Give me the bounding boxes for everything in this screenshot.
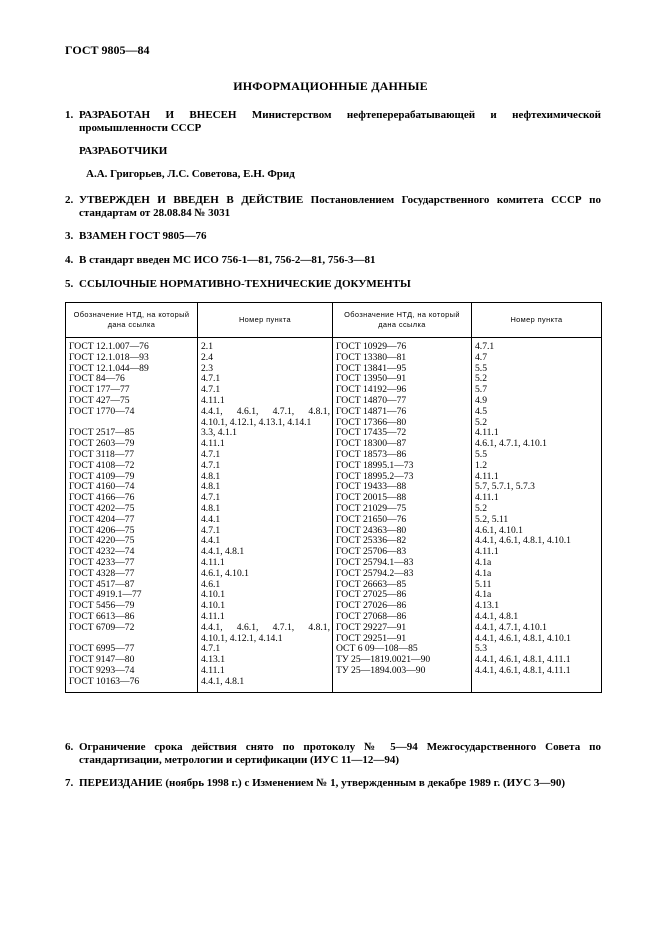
clause-number: 5.2, 5.11 [475,513,509,525]
document-designation: ГОСТ 4517—87 [69,578,135,590]
document-designation: ГОСТ 18300—87 [336,438,407,450]
document-designation: ГОСТ 12.1.007—76 [69,341,149,352]
reference-documents-table [65,302,602,693]
document-designation: ГОСТ 13950—91 [336,373,407,385]
document-designation: ГОСТ 26663—85 [336,578,407,590]
clause-number: 4.6.1, 4.10.1 [475,524,523,536]
document-designation: ГОСТ 29227—91 [336,621,407,633]
document-designation: ГОСТ 6709—72 [69,621,135,633]
column-header-document: Обозначение НТД, на который дана ссылка [66,303,198,338]
section-number: 2. [65,194,74,206]
clause-number: 5.5 [475,448,487,460]
section-2 [65,194,601,220]
section-number: 4. [65,254,74,266]
document-designation: ГОСТ 25336—82 [336,535,407,547]
clause-number: 4.4.1 [201,535,221,547]
document-designation: ГОСТ 9147—80 [69,654,135,666]
document-designation: ГОСТ 27026—86 [336,600,407,612]
document-designation: ГОСТ 14192—96 [336,384,407,396]
document-designation: ГОСТ 21650—76 [336,513,407,525]
document-designation: ОСТ 6 09—108—85 [336,643,418,655]
clause-number: 4.6.1, 4.10.1 [201,567,249,579]
clause-number: 5.11 [475,578,492,590]
document-designation: ГОСТ 18995.1—73 [336,459,414,471]
column-header-clause: Номер пункта [198,303,333,338]
document-designation: ТУ 25—1819.0021—90 [336,654,431,666]
clause-number: 4.11.1 [201,610,225,622]
clause-number: 4.4.1, 4.6.1, 4.7.1, 4.8.1, [201,405,330,417]
clause-number: 4.4.1, 4.8.1 [201,675,245,687]
clause-number: 4.11.1 [475,492,499,504]
clause-number: 4.4.1, 4.8.1 [201,546,245,558]
document-designation: ГОСТ 4108—72 [69,459,135,471]
clause-number: 4.7 [475,351,487,363]
document-designation: ГОСТ 4166—76 [69,492,135,504]
developers-heading: РАЗРАБОТЧИКИ [79,145,168,157]
document-designation: ГОСТ 14871—76 [336,405,407,417]
section-3 [65,230,601,243]
clause-number: 5.7 [475,384,487,396]
clause-number: 4.1а [475,589,492,601]
section-number: 7. [65,777,74,789]
clause-number: 4.4.1 [201,513,221,525]
document-designation: ГОСТ 4109—79 [69,470,135,482]
clause-number: 4.11.1 [201,664,225,676]
section-number: 6. [65,741,74,753]
clause-number: 4.11.1 [475,546,499,558]
document-designation: ГОСТ 427—75 [69,394,130,406]
document-designation: ГОСТ 4202—75 [69,502,135,514]
document-designation: ГОСТ 1770—74 [69,405,135,417]
document-designation: ГОСТ 10929—76 [336,341,407,352]
document-designation: ГОСТ 3118—77 [69,448,135,460]
section-number: 1. [65,109,74,121]
clause-number: 4.11.1 [475,470,499,482]
clause-number: 4.6.1, 4.7.1, 4.10.1 [475,438,547,450]
clause-number: 4.6.1 [201,578,221,590]
clause-number: 4.10.1, 4.12.1, 4.13.1, 4.14.1 [201,416,312,428]
clause-number: 4.11.1 [201,556,225,568]
document-designation: ГОСТ 4233—77 [69,556,135,568]
clause-number: 4.10.1 [201,600,225,612]
developers-names: А.А. Григорьев, Л.С. Советова, Е.Н. Фрид [86,168,295,180]
section-text: ПЕРЕИЗДАНИЕ (ноябрь 1998 г.) с Изменением № 1, утвержденным в декабре 1989 г. (ИУС 3—90) [79,777,566,789]
document-designation: ГОСТ 19433—88 [336,481,407,493]
document-designation: ГОСТ 20015—88 [336,492,407,504]
section-number: 3. [65,230,74,242]
document-designation: ГОСТ 17366—80 [336,416,407,428]
document-designation: ГОСТ 27025—86 [336,589,407,601]
page-header: ГОСТ 9805—84 [65,43,150,57]
document-designation: ГОСТ 12.1.044—89 [69,362,149,374]
section-text: Ограничение срока действия снято по протоколу № 5—94 Межгосударственного Совета по стандартизации, метрологии и сертификации (ИУС 11—12—94) [79,741,601,766]
document-designation: ГОСТ 6613—86 [69,610,135,622]
clause-number: 4.7.1 [201,492,221,504]
clause-number: 4.13.1 [475,600,499,612]
clause-number: 4.11.1 [201,438,225,450]
clause-number: 5.2 [475,416,487,428]
document-designation: ГОСТ 4204—77 [69,513,135,525]
section-1 [65,109,601,135]
right-clauses-column [472,338,602,693]
document-designation: ГОСТ 10163—76 [69,675,140,687]
clause-number: 5.5 [475,362,487,374]
clause-number: 4.4.1, 4.6.1, 4.8.1, 4.11.1 [475,664,571,676]
clause-number: 1.2 [475,459,487,471]
left-clauses-column [198,338,333,693]
clause-number: 3.3, 4.1.1 [201,427,237,439]
document-designation: ГОСТ 24363—80 [336,524,407,536]
clause-number: 4.8.1 [201,502,221,514]
clause-number: 4.1а [475,567,492,579]
clause-number: 4.8.1 [201,470,221,482]
clause-number: 5.2 [475,373,487,385]
section-4 [65,254,601,267]
document-designation: ГОСТ 14870—77 [336,394,407,406]
clause-number: 4.13.1 [201,654,225,666]
document-designation: ГОСТ 9293—74 [69,664,135,676]
page-title: ИНФОРМАЦИОННЫЕ ДАННЫЕ [233,79,428,93]
clause-number: 4.7.1 [201,384,221,396]
document-designation: ГОСТ 13380—81 [336,351,407,363]
section-text: УТВЕРЖДЕН И ВВЕДЕН В ДЕЙСТВИЕ Постановлением Государственного комитета СССР по стандартам от 28.08.84 № 3031 [79,194,601,219]
clause-number: 4.7.1 [201,643,221,655]
clause-number: 4.9 [475,394,487,406]
document-designation: ГОСТ 18573—86 [336,448,407,460]
left-documents-column [66,338,198,693]
clause-number: 4.10.1 [201,589,225,601]
clause-number: 5.7, 5.7.1, 5.7.3 [475,481,535,493]
section-6 [65,741,601,767]
clause-number: 4.7.1 [475,341,495,352]
document-designation: ГОСТ 4206—75 [69,524,135,536]
section-5 [65,278,601,291]
document-designation: ГОСТ 4328—77 [69,567,135,579]
section-text: РАЗРАБОТАН И ВНЕСЕН Министерством нефтеперерабатывающей и нефтехимической промышленности СССР [79,109,601,134]
document-designation: ГОСТ 18995.2—73 [336,470,414,482]
clause-number: 4.4.1, 4.8.1 [475,610,519,622]
document-designation: ТУ 25—1894.003—90 [336,664,426,676]
document-designation: ГОСТ 6995—77 [69,643,135,655]
clause-number: 4.4.1, 4.7.1, 4.10.1 [475,621,547,633]
document-designation: ГОСТ 4220—75 [69,535,135,547]
document-designation: ГОСТ 27068—86 [336,610,407,622]
document-designation: ГОСТ 5456—79 [69,600,135,612]
clause-number: 4.7.1 [201,373,221,385]
document-designation: ГОСТ 25706—83 [336,546,407,558]
document-designation: ГОСТ 12.1.018—93 [69,351,149,363]
clause-number: 2.3 [201,362,213,374]
clause-number: 4.4.1, 4.6.1, 4.8.1, 4.11.1 [475,654,571,666]
document-designation: ГОСТ 29251—91 [336,632,407,644]
section-text: В стандарт введен МС ИСО 756-1—81, 756-2—81, 756-3—81 [79,254,376,266]
clause-number: 4.5 [475,405,487,417]
clause-number: 4.7.1 [201,524,221,536]
section-number: 5. [65,278,74,290]
column-header-clause: Номер пункта [472,303,602,338]
document-designation: ГОСТ 177—77 [69,384,130,396]
clause-number: 4.7.1 [201,459,221,471]
clause-number: 2.4 [201,351,213,363]
document-designation: ГОСТ 17435—72 [336,427,407,439]
document-designation: ГОСТ 2603—79 [69,438,135,450]
clause-number: 4.11.1 [475,427,499,439]
clause-number: 4.11.1 [201,394,225,406]
section-text: ВЗАМЕН ГОСТ 9805—76 [79,230,207,242]
document-designation: ГОСТ 21029—75 [336,502,407,514]
clause-number: 4.7.1 [201,448,221,460]
document-designation: ГОСТ 4919.1—77 [69,589,142,601]
clause-number: 4.1а [475,556,492,568]
clause-number: 4.10.1, 4.12.1, 4.14.1 [201,632,283,644]
document-designation: ГОСТ 4232—74 [69,546,135,558]
document-designation: ГОСТ 25794.2—83 [336,567,414,579]
document-designation: ГОСТ 13841—95 [336,362,407,374]
column-header-document: Обозначение НТД, на который дана ссылка [333,303,472,338]
clause-number: 4.8.1 [201,481,221,493]
clause-number: 4.4.1, 4.6.1, 4.8.1, 4.10.1 [475,535,571,547]
section-text: ССЫЛОЧНЫЕ НОРМАТИВНО-ТЕХНИЧЕСКИЕ ДОКУМЕНТЫ [79,278,411,290]
document-designation: ГОСТ 25794.1—83 [336,556,414,568]
clause-number: 5.2 [475,502,487,514]
right-documents-column [333,338,472,693]
clause-number: 4.4.1, 4.6.1, 4.7.1, 4.8.1, [201,621,330,633]
section-7 [65,777,601,790]
clause-number: 4.4.1, 4.6.1, 4.8.1, 4.10.1 [475,632,571,644]
document-designation: ГОСТ 2517—85 [69,427,135,439]
document-designation: ГОСТ 4160—74 [69,481,135,493]
clause-number: 5.3 [475,643,487,655]
document-designation: ГОСТ 84—76 [69,373,125,385]
clause-number: 2.1 [201,341,213,352]
